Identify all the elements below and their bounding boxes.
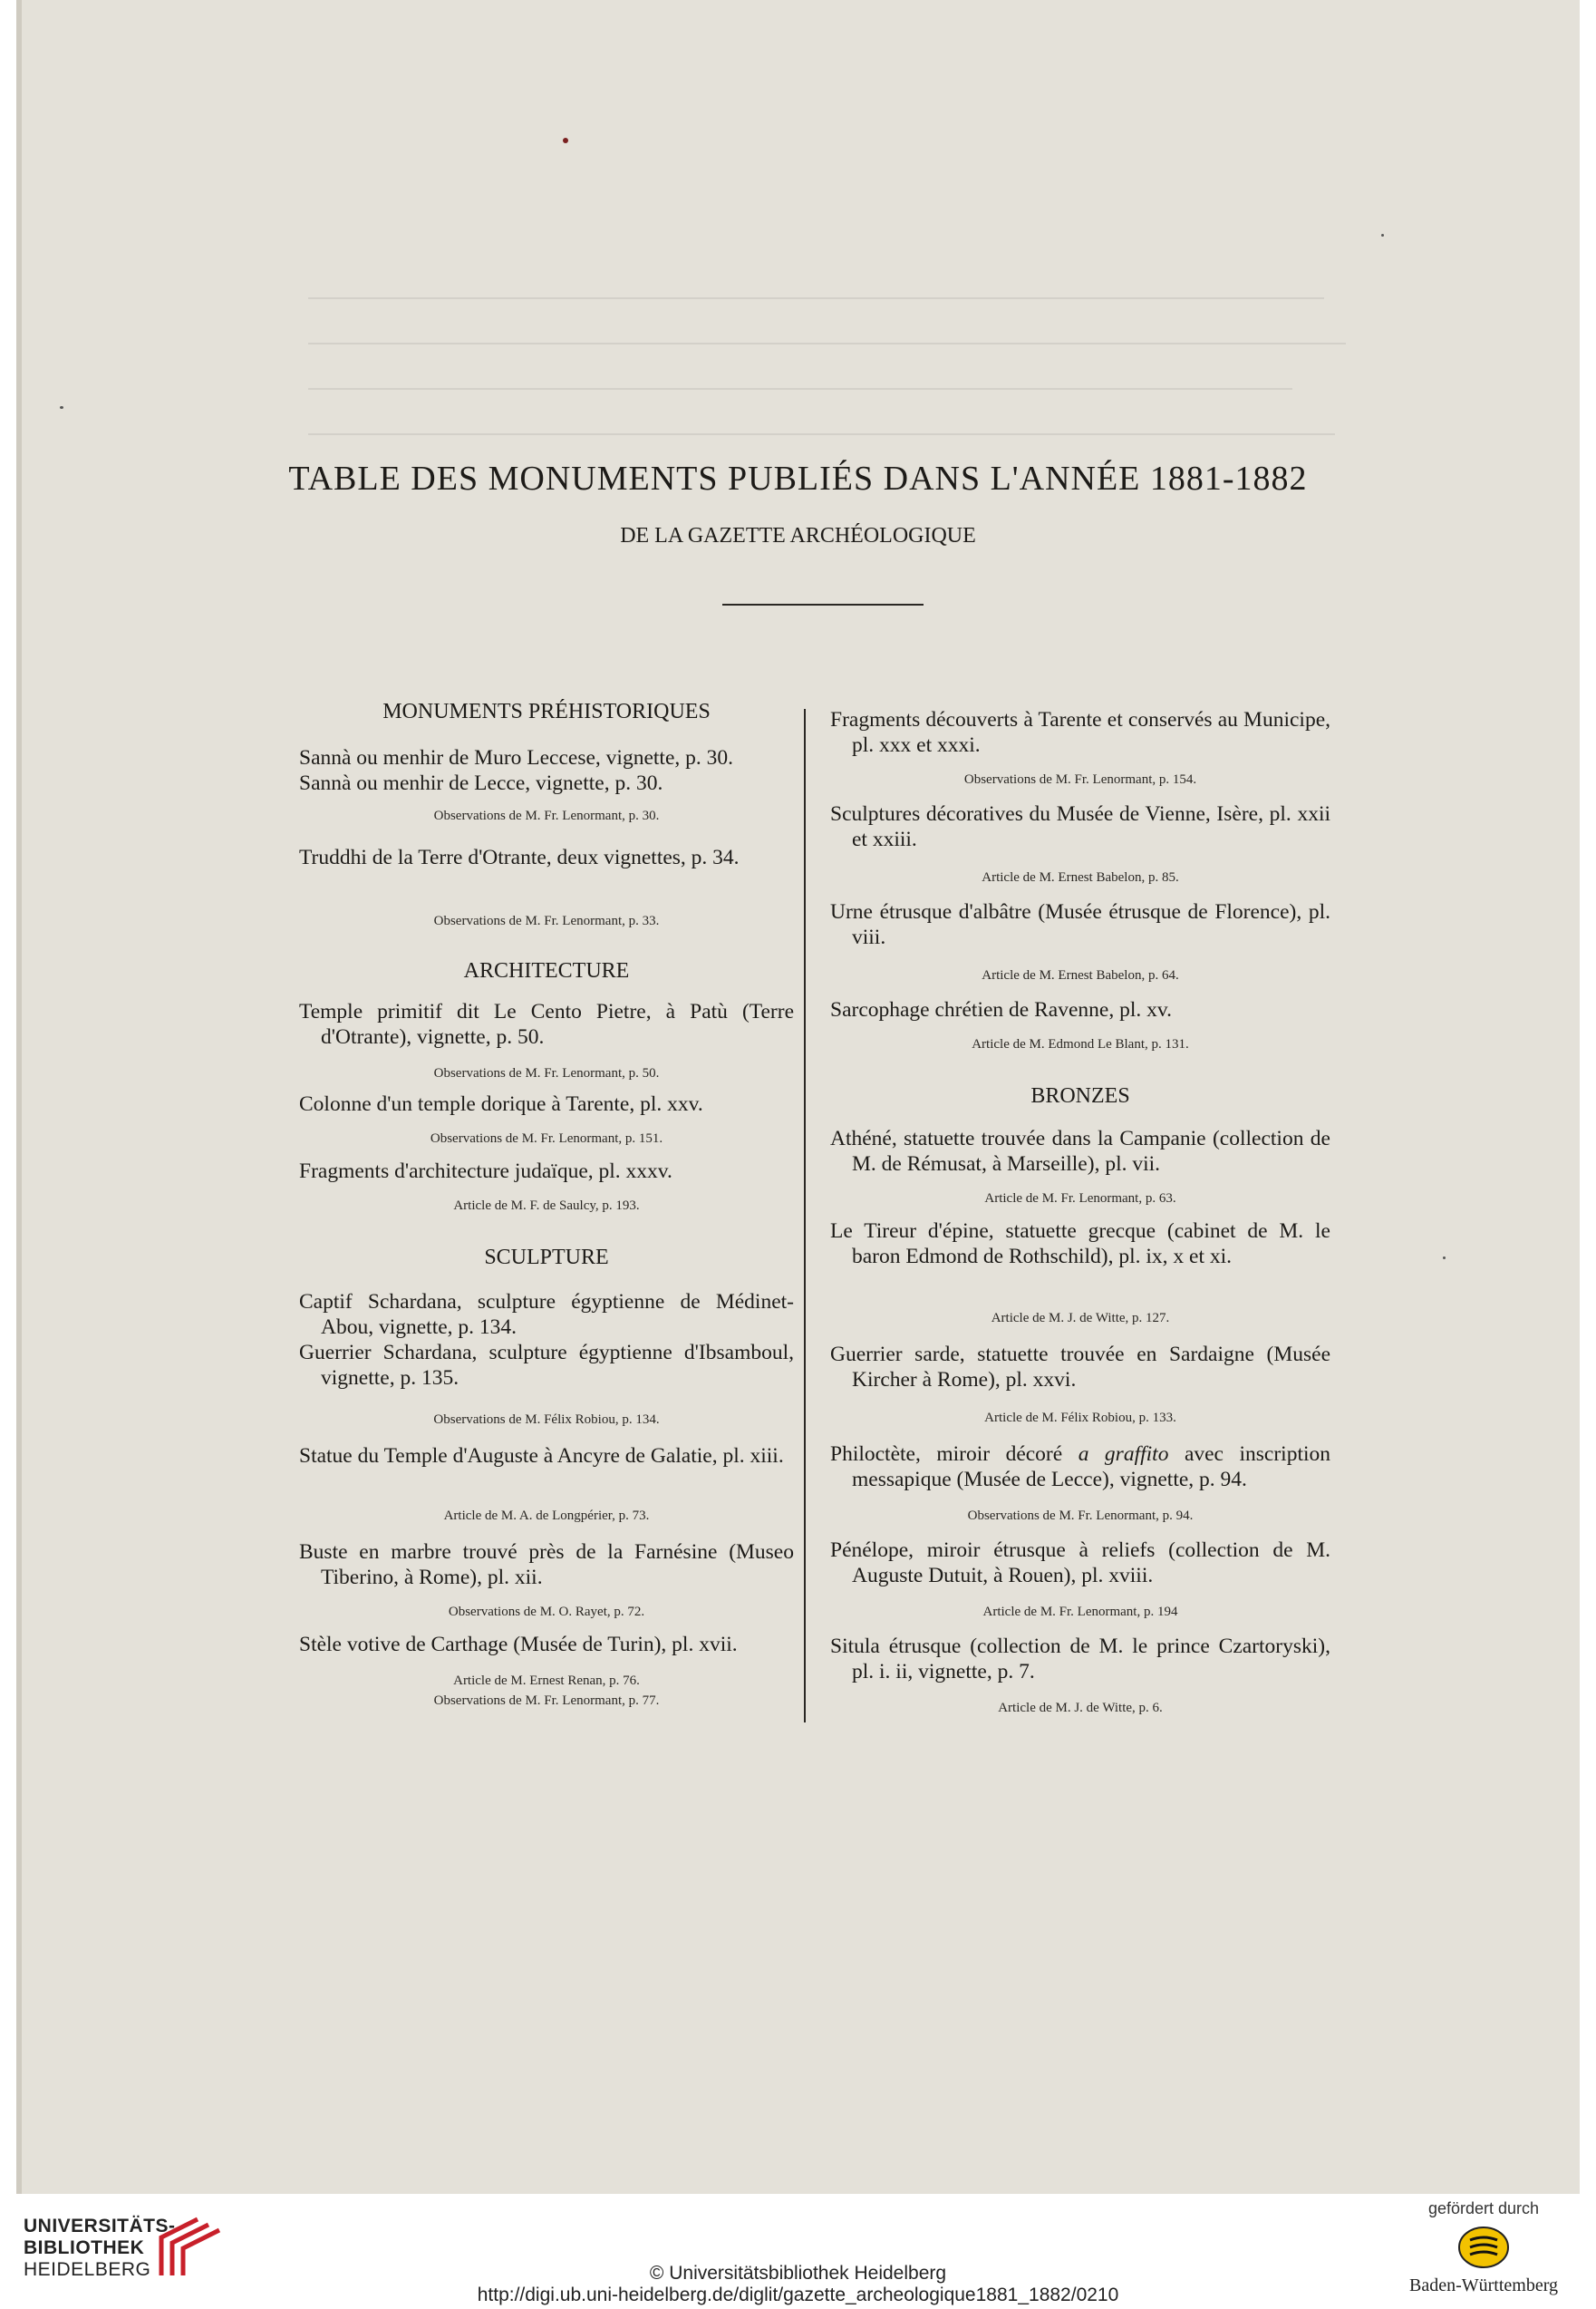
sponsor-name: Baden-Württemberg	[1408, 2275, 1558, 2295]
library-name-line2: BIBLIOTHEK	[24, 2237, 145, 2258]
entry-situla-etrusque: Situla étrusque (collection de M. le prince Czartoryski), pl. i. ii, vignette, p. 7.	[830, 1635, 1330, 1683]
sponsor-block[interactable]	[1388, 2199, 1579, 2296]
page-subtitle: DE LA GAZETTE ARCHÉOLOGIQUE	[620, 524, 976, 548]
reference-note: Observations de M. Fr. Lenormant, p. 154.	[963, 772, 1197, 787]
entry-sanna-muro: Sannà ou menhir de Muro Leccese, vignette, p. 30.	[299, 746, 733, 770]
library-name-line3: HEIDELBERG	[24, 2259, 151, 2280]
entry-penelope: Pénélope, miroir étrusque à reliefs (collection de M. Auguste Dutuit, à Rouen), pl. xviii.	[830, 1538, 1330, 1587]
reference-note: Article de M. Félix Robiou, p. 133.	[984, 1411, 1176, 1425]
reference-note: Article de M. F. de Saulcy, p. 193.	[453, 1198, 640, 1213]
entry-captif-schardana: Captif Schardana, sculpture égyptienne de Médinet-Abou, vignette, p. 134.	[299, 1290, 794, 1339]
ink-speck	[1381, 234, 1384, 237]
entry-fragments-tarente: Fragments découverts à Tarente et conservés au Municipe, pl. xxx et xxxi.	[830, 708, 1330, 757]
permalink-url[interactable]: http://digi.ub.uni-heidelberg.de/diglit/gazette_archeologique1881_1882/0210	[477, 2285, 1119, 2305]
entry-urne-etrusque: Urne étrusque d'albâtre (Musée étrusque de Florence), pl. viii.	[830, 900, 1330, 949]
entry-fragments-judaique: Fragments d'architecture judaïque, pl. xxxv.	[299, 1159, 672, 1183]
section-heading-sculpture: SCULPTURE	[484, 1246, 609, 1269]
entry-guerrier-sarde: Guerrier sarde, statuette trouvée en Sardaigne (Musée Kircher à Rome), pl. xxvi.	[830, 1343, 1330, 1392]
page-title: TABLE DES MONUMENTS PUBLIÉS DANS L'ANNÉE 1881-1882	[288, 460, 1308, 498]
reference-note: Article de M. Ernest Renan, p. 76.	[453, 1674, 640, 1688]
reference-note: Observations de M. Fr. Lenormant, p. 151.	[430, 1131, 663, 1146]
entry-guerrier-schardana: Guerrier Schardana, sculpture égyptienne d'Ibsamboul, vignette, p. 135.	[299, 1341, 794, 1390]
ink-speck	[60, 406, 63, 409]
ink-speck	[563, 138, 568, 143]
reference-note: Article de M. J. de Witte, p. 6.	[998, 1701, 1163, 1715]
entry-philoctete-text: Philoctète, miroir décoré	[830, 1442, 1079, 1466]
entry-sculptures-vienne: Sculptures décoratives du Musée de Vienne, Isère, pl. xxii et xxiii.	[830, 802, 1330, 851]
reference-note: Article de M. Ernest Babelon, p. 85.	[982, 870, 1179, 885]
entry-cento-pietre: Temple primitif dit Le Cento Pietre, à Patù (Terre d'Otrante), vignette, p. 50.	[299, 1000, 794, 1049]
baden-wuerttemberg-coat-of-arms-icon	[1457, 2226, 1510, 2269]
reference-note: Article de M. Fr. Lenormant, p. 194	[982, 1605, 1178, 1619]
entry-athene: Athéné, statuette trouvée dans la Campanie (collection de M. de Rémusat, à Marseille), pl. vii.	[830, 1127, 1330, 1176]
sponsor-label: gefördert durch	[1427, 2199, 1540, 2217]
section-heading-bronzes: BRONZES	[1030, 1084, 1130, 1108]
reference-note: Article de M. A. de Longpérier, p. 73.	[443, 1509, 650, 1523]
reference-note: Observations de M. Fr. Lenormant, p. 30.	[433, 809, 660, 823]
reference-note: Article de M. Edmond Le Blant, p. 131.	[972, 1037, 1189, 1052]
show-through-texture	[308, 254, 1378, 435]
entry-buste-farnesine: Buste en marbre trouvé près de la Farnésine (Museo Tiberino, à Rome), pl. xii.	[299, 1540, 794, 1589]
section-heading-prehistoric: MONUMENTS PRÉHISTORIQUES	[382, 700, 711, 723]
entry-truddhi: Truddhi de la Terre d'Otrante, deux vignettes, p. 34.	[299, 846, 740, 869]
entry-sarcophage-ravenne: Sarcophage chrétien de Ravenne, pl. xv.	[830, 998, 1172, 1022]
entry-colonne-tarente: Colonne d'un temple dorique à Tarente, pl. xxv.	[299, 1092, 703, 1116]
reference-note: Observations de M. Fr. Lenormant, p. 77.	[433, 1693, 660, 1708]
section-heading-architecture: ARCHITECTURE	[463, 959, 630, 983]
reference-note: Observations de M. O. Rayet, p. 72.	[448, 1605, 645, 1619]
entry-philoctete	[830, 1441, 1330, 1492]
entry-sanna-lecce: Sannà ou menhir de Lecce, vignette, p. 30.	[299, 771, 663, 795]
reference-note: Observations de M. Fr. Lenormant, p. 33.	[433, 914, 660, 928]
reference-note: Observations de M. Fr. Lenormant, p. 50.	[433, 1066, 660, 1081]
column-divider	[804, 709, 806, 1722]
reference-note: Observations de M. Félix Robiou, p. 134.	[433, 1412, 660, 1427]
reference-note: Article de M. Fr. Lenormant, p. 63.	[984, 1191, 1176, 1206]
library-name-line1: UNIVERSITÄTS-	[24, 2216, 176, 2236]
reference-note: Article de M. J. de Witte, p. 127.	[991, 1311, 1170, 1325]
entry-philoctete-italic: a graffito	[1078, 1442, 1169, 1466]
entry-statue-ancyre: Statue du Temple d'Auguste à Ancyre de Galatie, pl. xiii.	[299, 1444, 784, 1468]
ink-speck	[1443, 1256, 1446, 1259]
entry-tireur-epine: Le Tireur d'épine, statuette grecque (cabinet de M. le baron Edmond de Rothschild), pl. ix, x et xi.	[830, 1219, 1330, 1268]
copyright-notice: © Universitätsbibliothek Heidelberg	[649, 2263, 947, 2284]
reference-note: Observations de M. Fr. Lenormant, p. 94.	[967, 1509, 1194, 1523]
entry-philoctete-text-end: avec inscription messapique (Musée de Lecce), vignette, p. 94.	[852, 1442, 1330, 1491]
title-rule	[722, 604, 924, 606]
page-edge-shadow	[16, 0, 22, 2194]
entry-stele-carthage: Stèle votive de Carthage (Musée de Turin), pl. xvii.	[299, 1633, 738, 1656]
reference-note: Article de M. Ernest Babelon, p. 64.	[982, 968, 1179, 983]
